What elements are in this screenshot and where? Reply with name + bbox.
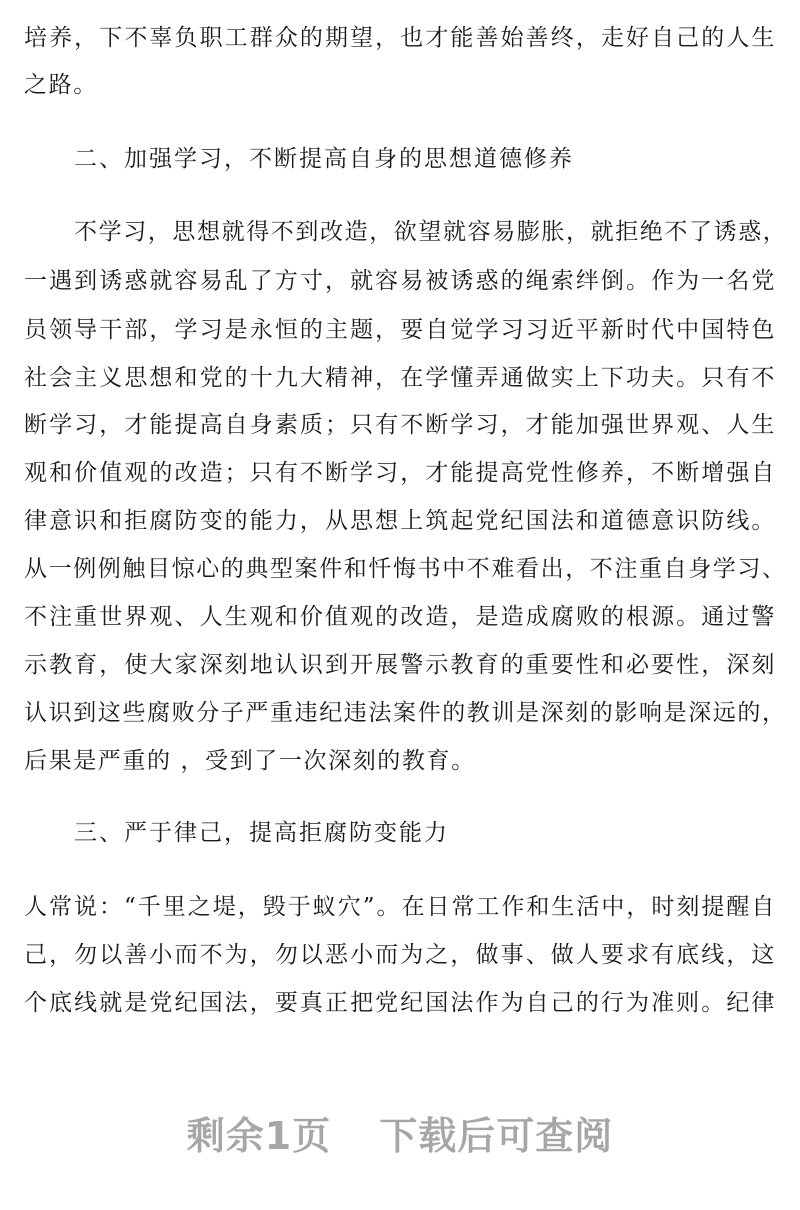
paragraph-line: 后果是严重的 ，受到了一次深刻的教育。 [24, 748, 476, 774]
paragraph-line: 己，勿以善小而不为，勿以恶小而为之，做事、做人要求有底线，这 [24, 942, 776, 968]
paragraph-line: 个底线就是党纪国法，要真正把党纪国法作为自己的行为准则。纪律 [24, 990, 776, 1016]
download-banner[interactable] [0, 1108, 800, 1164]
paragraph-line: 不注重世界观、人生观和价值观的改造，是造成腐败的根源。通过警 [24, 604, 776, 630]
paragraph-line: 观和价值观的改造；只有不断学习，才能提高党性修养，不断增强自 [24, 460, 776, 486]
remaining-pages-label: 剩余1页 [186, 1114, 332, 1158]
paragraph-line: 社会主义思想和党的十九大精神，在学懂弄通做实上下功夫。只有不 [24, 365, 776, 391]
paragraph-line: 培养，下不辜负职工群众的期望，也才能善始善终，走好自己的人生 [24, 25, 776, 51]
section-heading-2: 二、加强学习，不断提高自身的思想道德修养 [74, 146, 574, 172]
paragraph-line: 员领导干部，学习是永恒的主题，要自觉学习习近平新时代中国特色 [24, 317, 776, 343]
paragraph-line: 律意识和拒腐防变的能力，从思想上筑起党纪国法和道德意识防线。 [24, 508, 776, 534]
download-hint-label: 下载后可查阅 [379, 1114, 614, 1158]
paragraph-line: 示教育，使大家深刻地认识到开展警示教育的重要性和必要性，深刻 [24, 652, 776, 678]
paragraph-line: 断学习，才能提高自身素质；只有不断学习，才能加强世界观、人生 [24, 412, 776, 438]
paragraph-line: 之路。 [24, 72, 98, 98]
paragraph-line: 一遇到诱惑就容易乱了方寸，就容易被诱惑的绳索绊倒。作为一名党 [24, 268, 776, 294]
paragraph-line: 人常说：“千里之堤，毁于蚁穴”。在日常工作和生活中，时刻提醒自 [24, 894, 776, 920]
section-heading-3: 三、严于律己，提高拒腐防变能力 [74, 820, 449, 846]
paragraph-line: 认识到这些腐败分子严重违纪违法案件的教训是深刻的影响是深远的， [24, 700, 787, 726]
paragraph-line: 从一例例触目惊心的典型案件和忏悔书中不难看出，不注重自身学习、 [24, 556, 787, 582]
paragraph-line: 不学习，思想就得不到改造，欲望就容易膨胀，就拒绝不了诱惑， [74, 219, 788, 245]
